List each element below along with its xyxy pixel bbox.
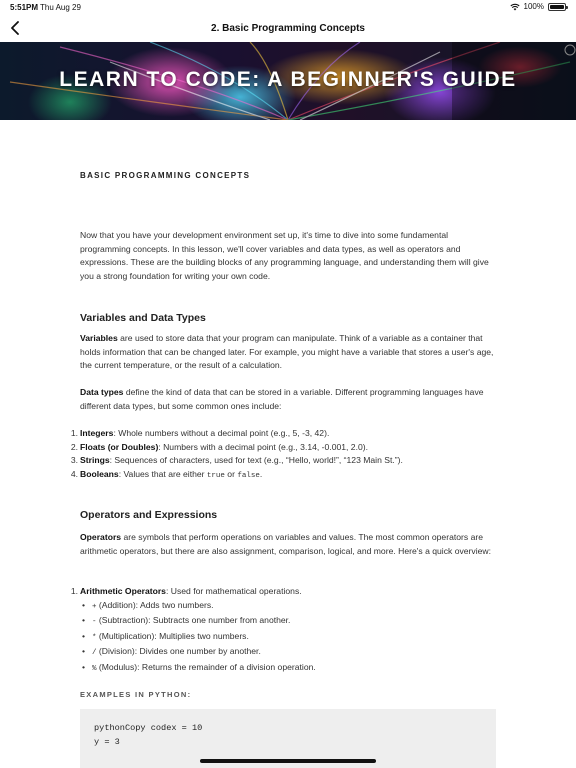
chevron-left-icon	[10, 21, 20, 35]
operators-list	[70, 585, 316, 676]
sub-list-item	[82, 661, 316, 677]
list-text: : Whole numbers without a decimal point (e.g., 5, -3, 42).	[113, 428, 330, 438]
list-item	[70, 454, 403, 468]
sub-list-item	[82, 614, 316, 630]
bullet: •	[82, 599, 86, 610]
status-date: Thu Aug 29	[40, 3, 81, 12]
bullet: •	[82, 615, 86, 625]
list-text: : Sequences of characters, used for text (e.g., “Hello, world!”, “123 Main St.”).	[109, 455, 403, 465]
list-number: 2.	[70, 441, 78, 452]
list-text: : Numbers with a decimal point (e.g., 3.14, -0.001, 2.0).	[158, 441, 369, 452]
operator-text: (Modulus): Returns the remainder of a division operation.	[96, 661, 316, 672]
battery-percent: 100%	[523, 2, 544, 11]
operator-symbol: +	[92, 602, 97, 611]
code-line: pythonCopy codex = 10	[94, 723, 203, 733]
code-true: true	[206, 471, 225, 480]
list-text: or	[224, 468, 238, 479]
intro-paragraph: Now that you have your development environment set up, it's time to dive into some fundamental programming concepts. In this lesson, we'll cover variables and data types, as well as operators and expressions. These are the building blocks of any programming language, and understanding them will give you a strong foundation for writing your own code.	[80, 230, 489, 281]
operator-symbol: -	[92, 618, 97, 626]
examples-label: EXAMPLES IN PYTHON:	[80, 690, 192, 699]
hero-banner	[0, 42, 576, 120]
list-term: Booleans	[80, 468, 119, 479]
list-text: : Used for mathematical operations.	[165, 586, 302, 596]
section-kicker: BASIC PROGRAMMING CONCEPTS	[80, 171, 251, 180]
battery-icon	[548, 3, 566, 11]
list-number: 4.	[70, 468, 78, 479]
operator-symbol: *	[92, 633, 97, 642]
nav-title: 2. Basic Programming Concepts	[211, 22, 365, 34]
operators-term: Operators	[80, 532, 122, 542]
data-types-paragraph	[80, 386, 496, 413]
list-term: Strings	[80, 455, 110, 465]
nav-bar	[0, 14, 576, 42]
home-indicator[interactable]	[200, 759, 376, 763]
operator-text: (Addition): Adds two numbers.	[96, 599, 214, 610]
bullet: •	[82, 630, 86, 641]
bullet: •	[82, 661, 86, 672]
data-types-list	[68, 427, 403, 483]
operator-text: (Multiplication): Multiplies two numbers.	[96, 630, 249, 641]
list-term: Integers	[80, 428, 114, 438]
operators-text: are symbols that perform operations on variables and values. The most common operators are arithmetic operators, but there are also assignment, comparison, logical, and more. Here's a quick overview:	[80, 532, 491, 556]
variables-heading: Variables and Data Types	[80, 312, 206, 324]
wifi-icon	[510, 3, 520, 11]
code-line: y = 3	[94, 737, 120, 747]
status-indicators	[510, 2, 566, 11]
data-types-text: define the kind of data that can be stored in a variable. Different programming languages have different data types, but some common ones include:	[80, 387, 484, 411]
arithmetic-operators-list	[80, 599, 316, 677]
operator-text: (Subtraction): Subtracts one number from another.	[96, 615, 291, 625]
bullet: •	[82, 646, 86, 656]
variables-term: Variables	[80, 333, 118, 343]
operator-symbol: /	[92, 649, 97, 657]
list-item	[70, 427, 403, 441]
list-number: 1.	[70, 586, 78, 596]
variables-text: are used to store data that your program can manipulate. Think of a variable as a container that holds information that can be changed later. For example, you might have a variable that stores a user's age, the current temperature, or the result of a calculation.	[80, 333, 494, 370]
data-types-term: Data types	[80, 387, 124, 397]
list-number: 1.	[70, 428, 78, 438]
list-item	[70, 441, 403, 455]
status-bar	[0, 0, 576, 14]
operators-heading: Operators and Expressions	[80, 509, 218, 521]
code-false: false	[237, 471, 260, 480]
list-text: .	[259, 468, 263, 479]
list-item	[70, 468, 403, 484]
list-term: Arithmetic Operators	[80, 586, 166, 596]
list-item	[70, 585, 316, 676]
sub-list-item	[82, 630, 316, 646]
operator-text: (Division): Divides one number by another.	[96, 646, 261, 656]
banner-title: LEARN TO CODE: A BEGINNER'S GUIDE	[59, 68, 517, 91]
list-number: 3.	[70, 455, 78, 465]
list-text: : Values that are either	[118, 468, 207, 479]
status-time: 5:51PM	[10, 3, 39, 12]
variables-paragraph	[80, 332, 496, 373]
back-button[interactable]	[4, 17, 26, 39]
operator-symbol: %	[92, 664, 97, 673]
operators-paragraph	[80, 531, 496, 558]
sub-list-item	[82, 599, 316, 615]
list-term: Floats (or Doubles)	[80, 441, 159, 452]
sub-list-item	[82, 645, 316, 661]
